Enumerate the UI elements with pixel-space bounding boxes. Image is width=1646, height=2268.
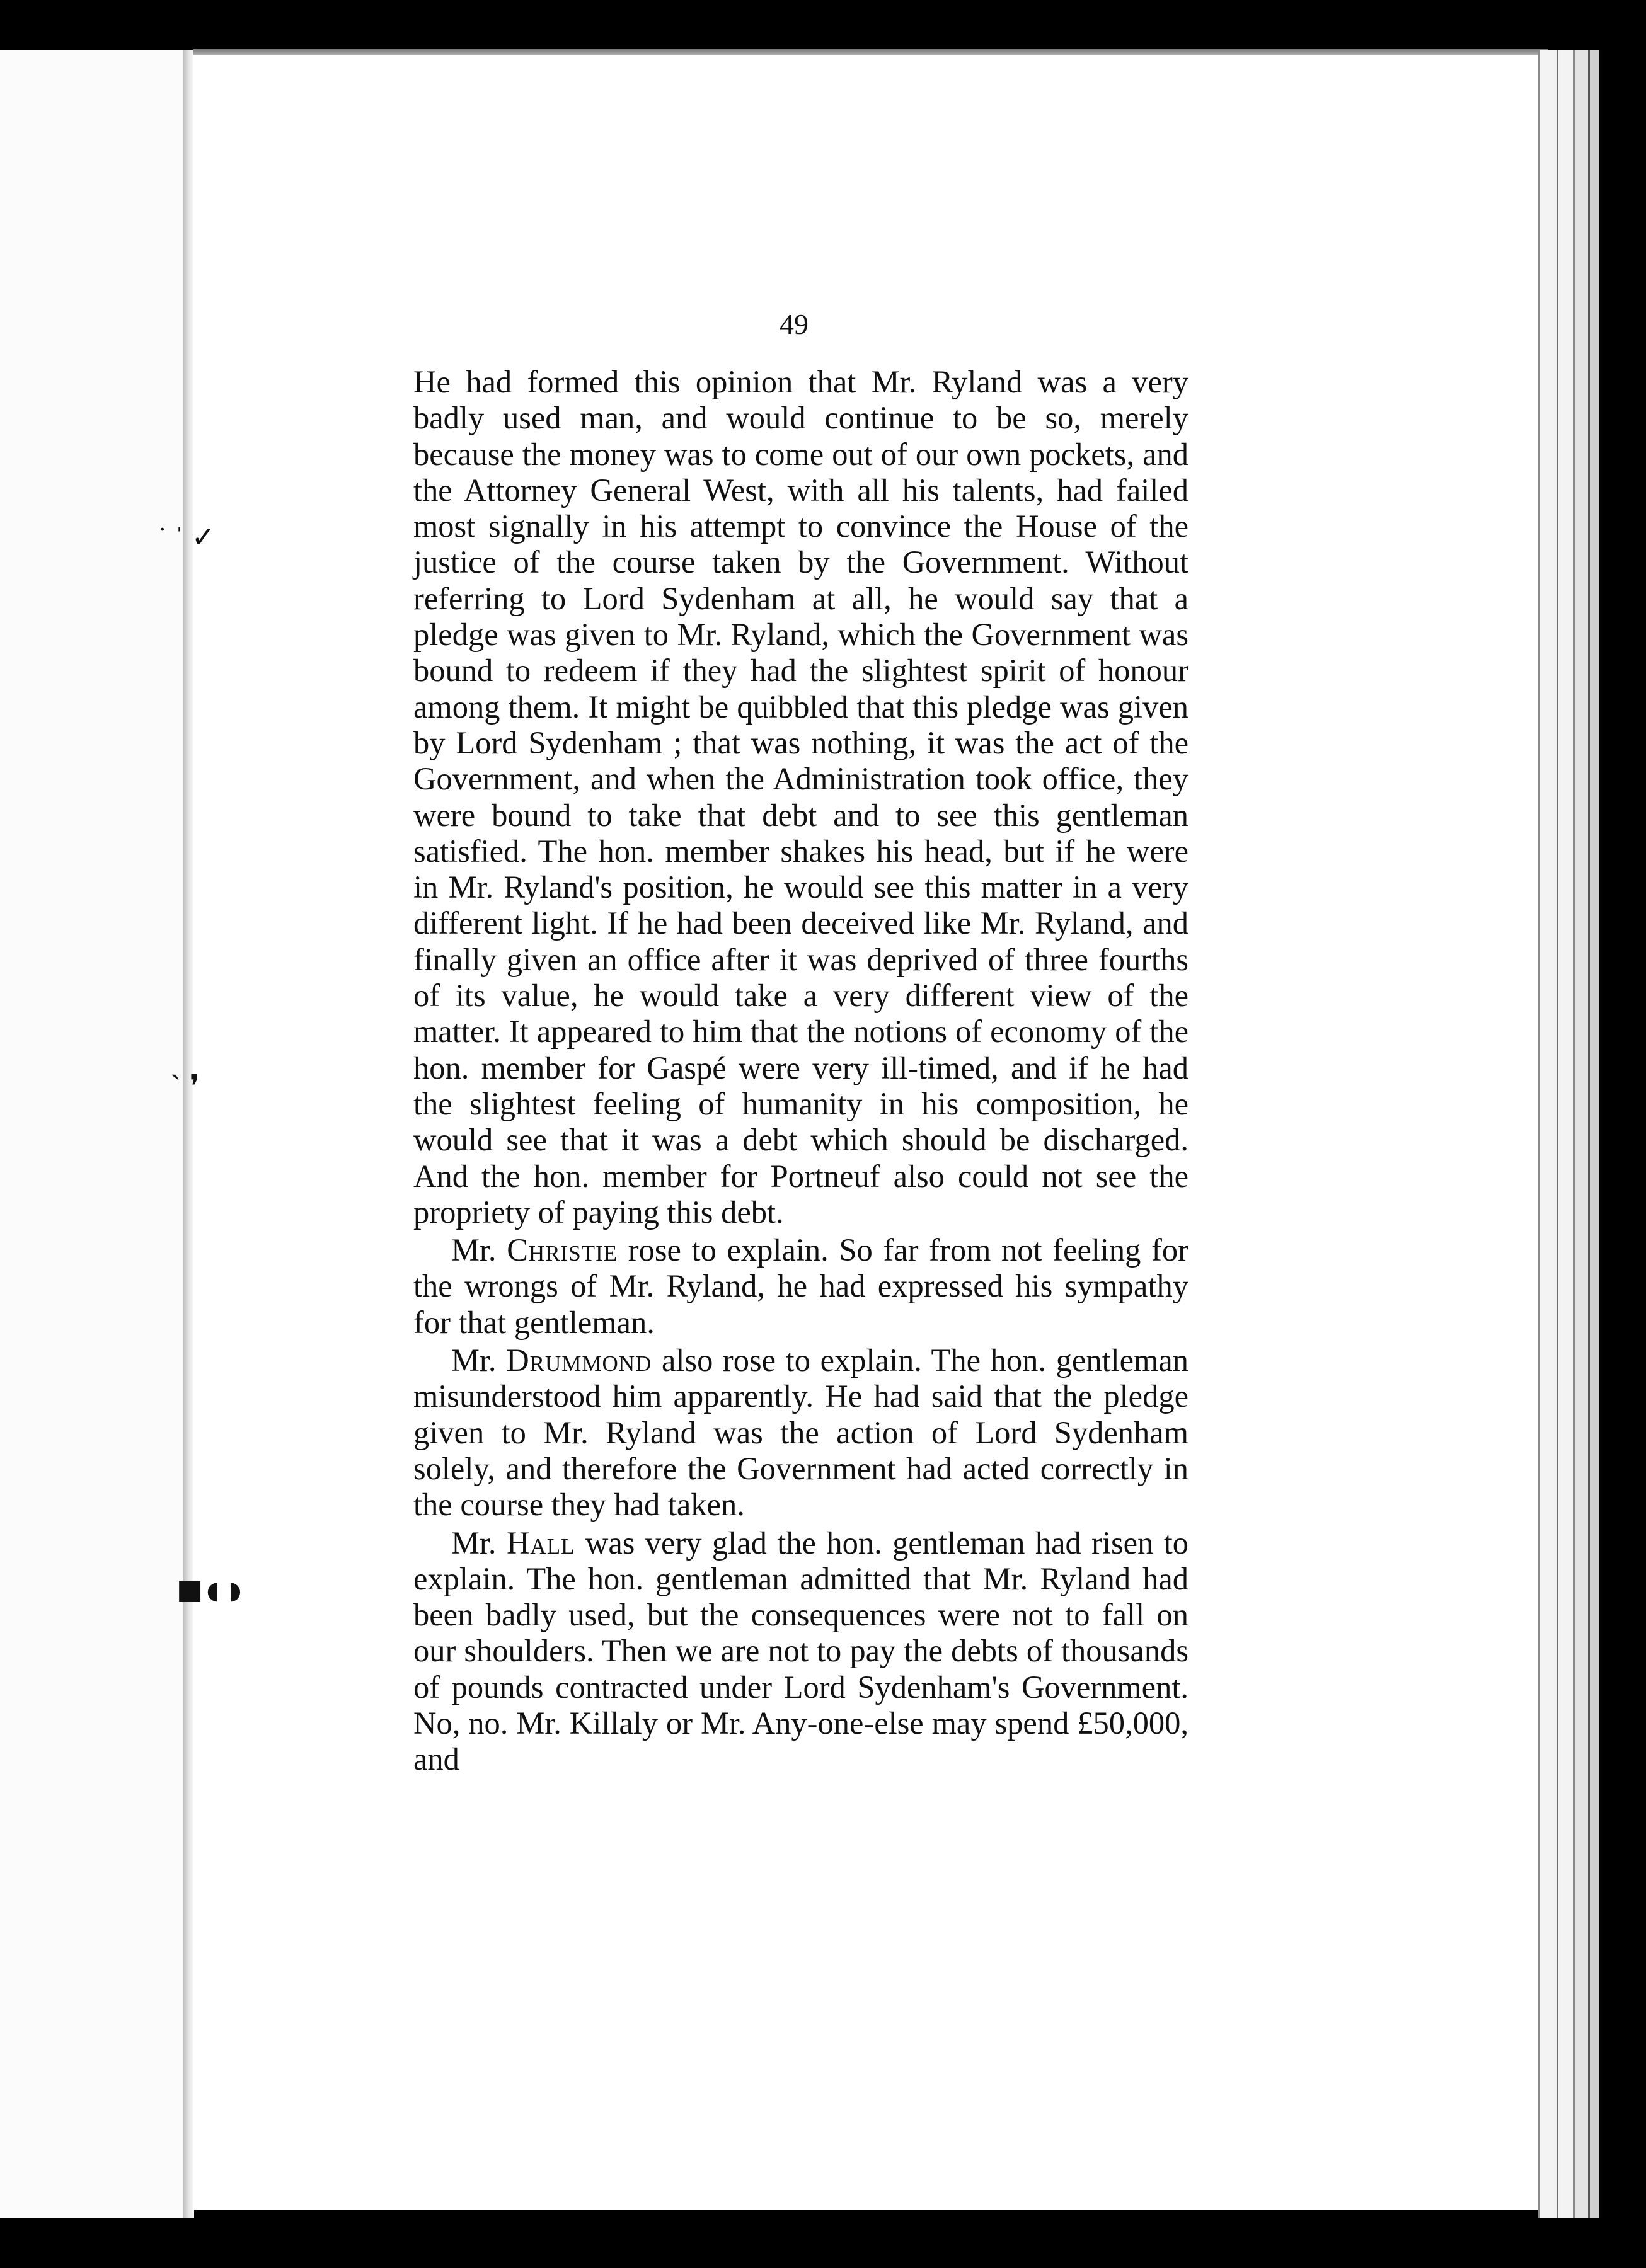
paragraph [413, 1525, 1188, 1778]
paragraph-text: was very glad the hon. gentleman had risen to explain. The hon. gentleman admitted that Mr. Ryland had been badly used, but the consequences were not to fall on our shoulders. Then we are not to pay the debts of thousands of pounds contracted under Lord Sydenham's Government. No, no. Mr. Killaly or Mr. Any-one-else may spend £50,000, and [413, 1525, 1188, 1777]
page-edge [1573, 50, 1590, 2218]
speaker-name: Hall [506, 1525, 575, 1561]
paragraph-text: He had formed this opinion that Mr. Ryland was a very badly used man, and would continue to be so, merely because the money was to come out of our own pockets, and the Attorney General West, with all his talents, had failed most signally in his attempt to convince the House of the justice of the course taken by the Government. Without referring to Lord Sydenham at all, he would say that a pledge was given to Mr. Ryland, which the Government was bound to redeem if they had the slightest spirit of honour among them. It might be quibbled that this pledge was given by Lord Sydenham ; that was nothing, it was the act of the Government, and when the Administration took office, they were bound to take that debt and to see this gentleman satisfied. The hon. member shakes his head, but if he were in Mr. Ryland's position, he would see this matter in a very different light. If he had been deceived like Mr. Ryland, and finally given an office after it was deprived of three fourths of its value, he would take a very different view of the matter. It appeared to him that the notions of economy of the hon. member for Gaspé were very ill-timed, and if he had the slightest feeling of humanity in his composition, he would see that it was a debt which should be discharged. And the hon. member for Portneuf also could not see the propriety of paying this debt. [413, 364, 1188, 1230]
paragraph [413, 364, 1188, 1230]
gutter-mark: ˙ ˈ ✓ [158, 521, 216, 553]
speaker-prefix: Mr. [451, 1232, 507, 1268]
paragraph [413, 1343, 1188, 1523]
page-edge [1588, 50, 1599, 2218]
page-edge [1538, 50, 1558, 2218]
paragraph [413, 1232, 1188, 1341]
paragraph-text: rose to explain. So far from not feeling for the wrongs of Mr. Ryland, he had expressed his sympathy for that gentleman. [413, 1232, 1188, 1340]
page-number: 49 [780, 308, 809, 340]
facing-page [0, 50, 189, 2218]
speaker-prefix: Mr. [451, 1343, 507, 1378]
speaker-name: Drummond [506, 1343, 652, 1378]
paragraph-text: also rose to explain. The hon. gentleman misunderstood him apparently. He had said that the pledge given to Mr. Ryland was the action of Lord Sydenham solely, and therefore the Government had acted correctly in the course they had taken. [413, 1343, 1189, 1523]
page-edge [1557, 50, 1575, 2218]
gutter-mark: ■◖◗ [176, 1566, 245, 1615]
body-text [413, 364, 1188, 1778]
gutter-mark: ˋ ❜ [170, 1069, 200, 1105]
speaker-prefix: Mr. [451, 1525, 507, 1561]
speaker-name: Christie [507, 1232, 618, 1268]
